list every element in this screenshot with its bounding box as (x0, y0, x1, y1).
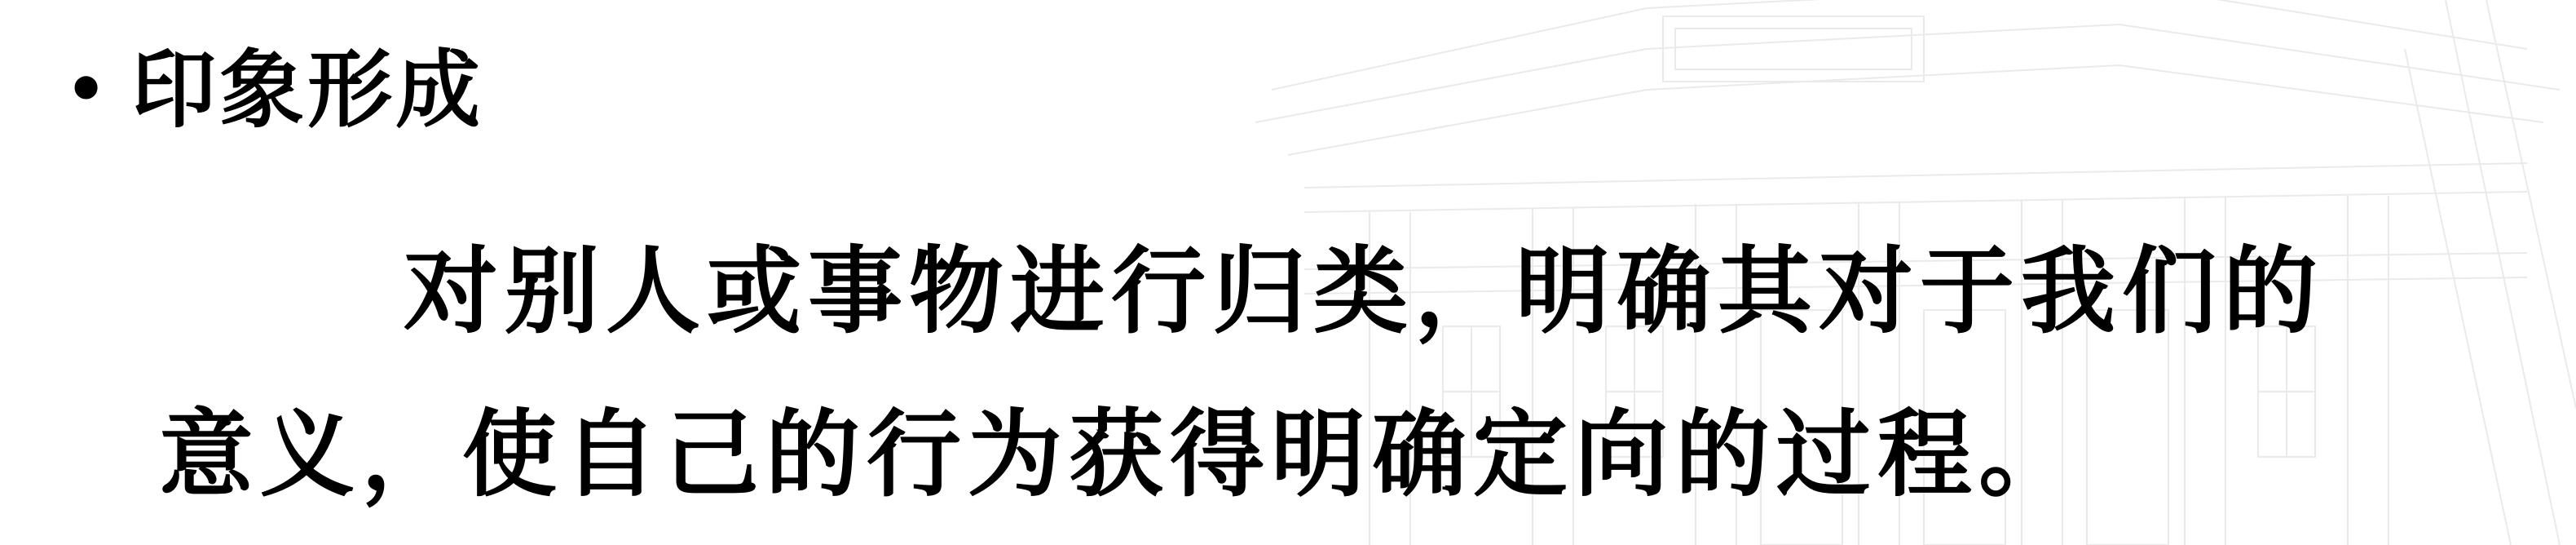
definition-line-1: 对别人或事物进行归类，明确其对于我们的 (404, 237, 2324, 347)
bullet-heading-row (65, 24, 483, 155)
definition-line-2: 意义，使自己的行为获得明确定向的过程。 (159, 400, 2080, 510)
bullet-dot: • (65, 51, 108, 127)
slide-heading: 印象形成 (131, 40, 484, 140)
